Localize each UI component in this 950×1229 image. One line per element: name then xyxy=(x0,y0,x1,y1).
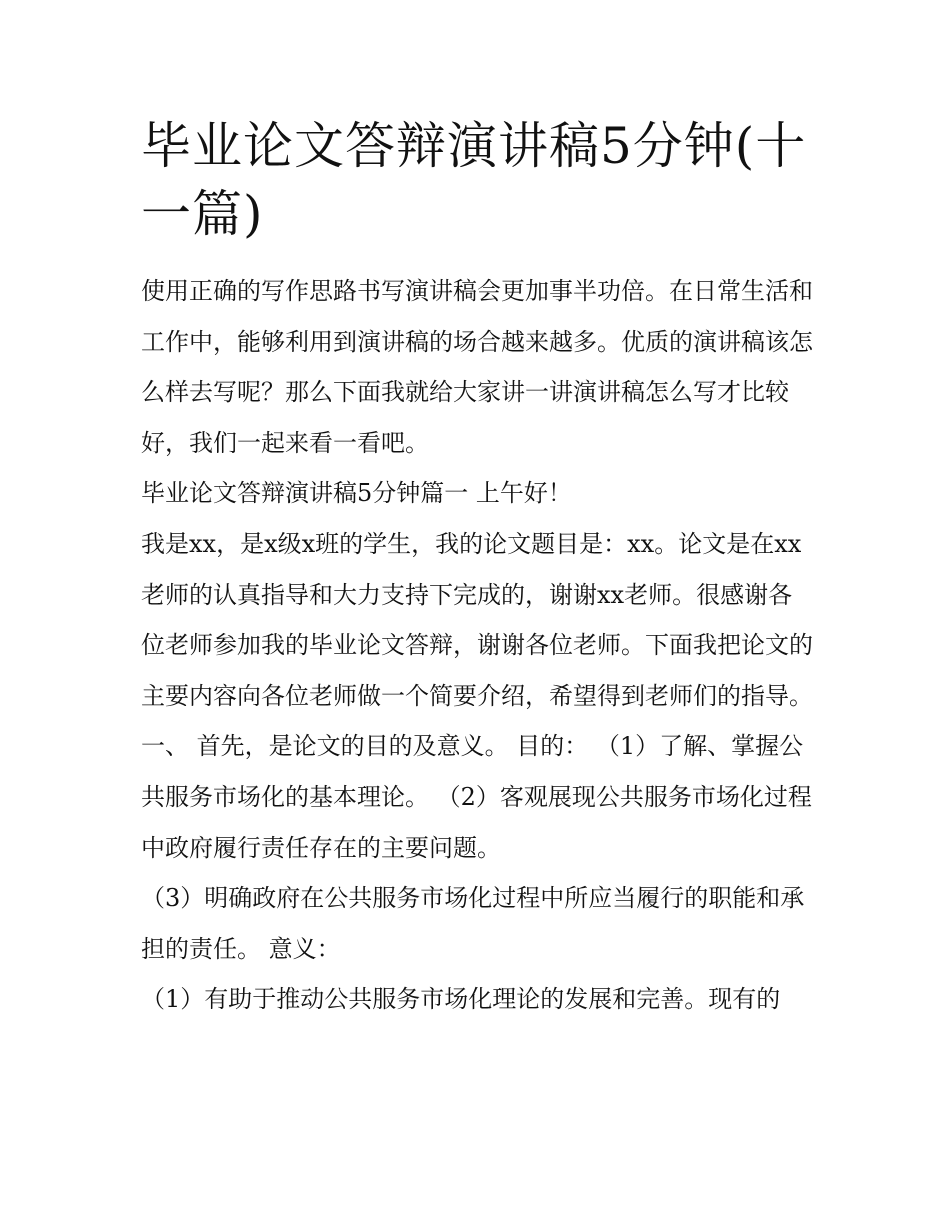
document-title: 毕业论文答辩演讲稿5分钟(十一篇) xyxy=(141,117,807,243)
paragraph-significance-1: （1）有助于推动公共服务市场化理论的发展和完善。现有的 xyxy=(141,985,781,1014)
paragraph-intro: 使用正确的写作思路书写演讲稿会更加事半功倍。在日常生活和工作中，能够利用到演讲稿的场合越来越多。优质的演讲稿该怎么样去写呢？那么下面我就给大家讲一讲演讲稿怎么写才比较好，我们一起来看一看吧。 xyxy=(141,277,813,457)
paragraph-purpose-3: （3）明确政府在公共服务市场化过程中所应当履行的职能和承担的责任。 意义： xyxy=(141,884,805,963)
document-body xyxy=(141,266,813,1025)
paragraph-purpose: 一、 首先，是论文的目的及意义。 目的： （1）了解、掌握公共服务市场化的基本理论。 （2）客观展现公共服务市场化过程中政府履行责任存在的主要问题。 xyxy=(141,732,812,862)
paragraph-self-introduction: 我是xx，是x级x班的学生，我的论文题目是：xx。论文是在xx老师的认真指导和大力支持下完成的，谢谢xx老师。很感谢各位老师参加我的毕业论文答辩，谢谢各位老师。下面我把论文的主要内容向各位老师做一个简要介绍，希望得到老师们的指导。 xyxy=(141,529,813,710)
document-page xyxy=(141,112,813,1025)
paragraph-section-heading: 毕业论文答辩演讲稿5分钟篇一 上午好！ xyxy=(141,479,572,508)
